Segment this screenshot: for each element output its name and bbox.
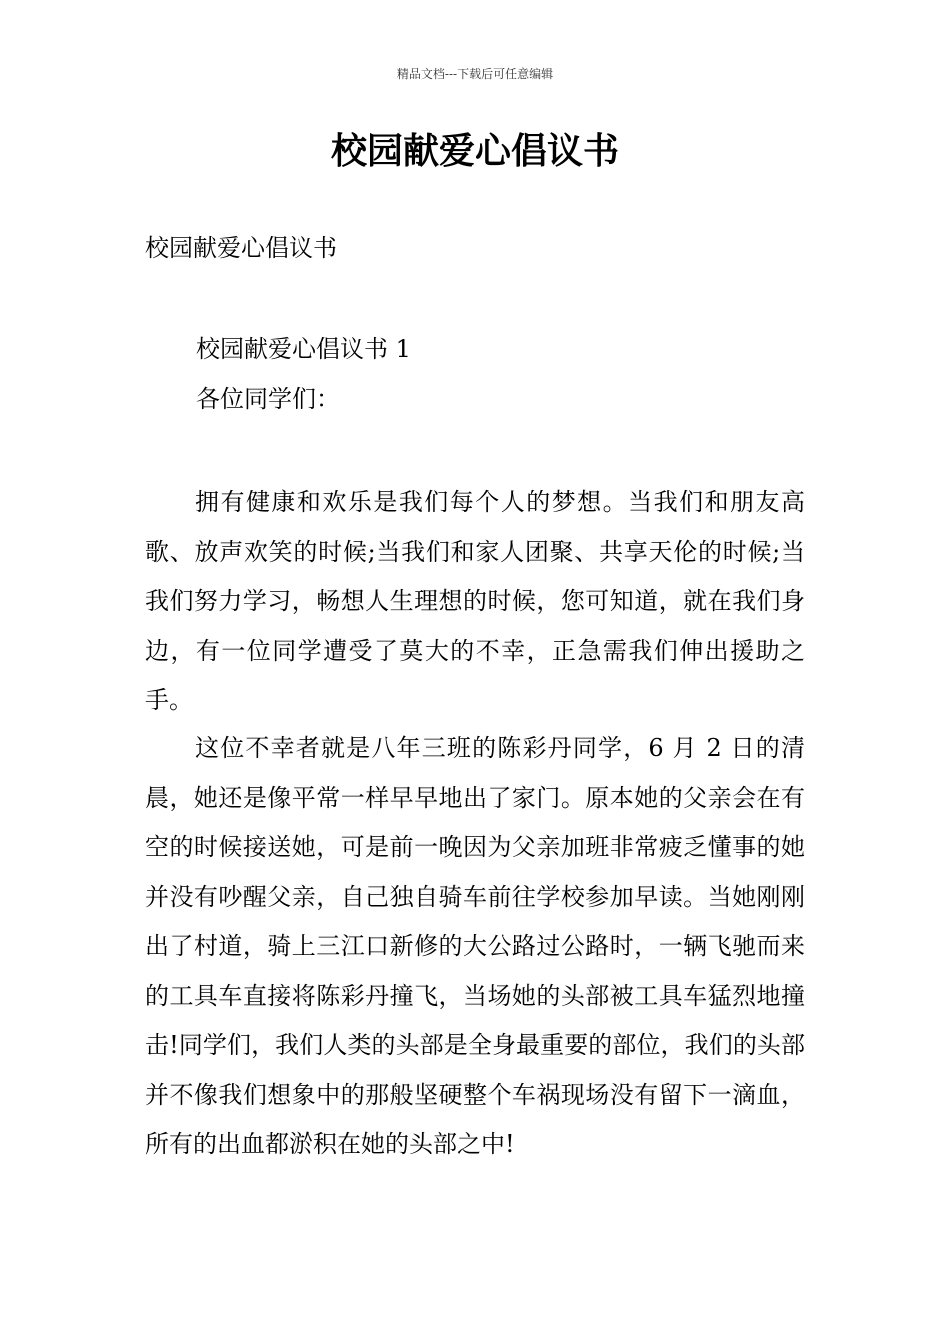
- greeting: 各位同学们：: [196, 385, 340, 413]
- header-note: 精品文档---下载后可任意编辑: [396, 67, 554, 81]
- document-subtitle: 校园献爱心倡议书: [145, 234, 337, 262]
- paragraph-1: 拥有健康和欢乐是我们每个人的梦想。当我们和朋友高歌、放声欢笑的时候;当我们和家人团聚、共享天伦的时候;当我们努力学习，畅想人生理想的时候，您可知道，就在我们身边，有一位同学遭受了莫大的不幸，正急需我们伸出援助之手。: [145, 488, 805, 714]
- paragraph-2: 这位不幸者就是八年三班的陈彩丹同学，6 月 2 日的清晨，她还是像平常一样早早地出了家门。原本她的父亲会在有空的时候接送她，可是前一晚因为父亲加班非常疲乏懂事的她并没有吵醒父亲，自己独自骑车前往学校参加早读。当她刚刚出了村道，骑上三江口新修的大公路过公路时，一辆飞驰而来的工具车直接将陈彩丹撞飞，当场她的头部被工具车猛烈地撞击!同学们，我们人类的头部是全身最重要的部位，我们的头部并不像我们想象中的那般坚硬整个车祸现场没有留下一滴血，所有的出血都淤积在她的头部之中!: [145, 734, 805, 1158]
- section-title: 校园献爱心倡议书 1: [196, 335, 411, 363]
- document-title: 校园献爱心倡议书: [330, 130, 619, 172]
